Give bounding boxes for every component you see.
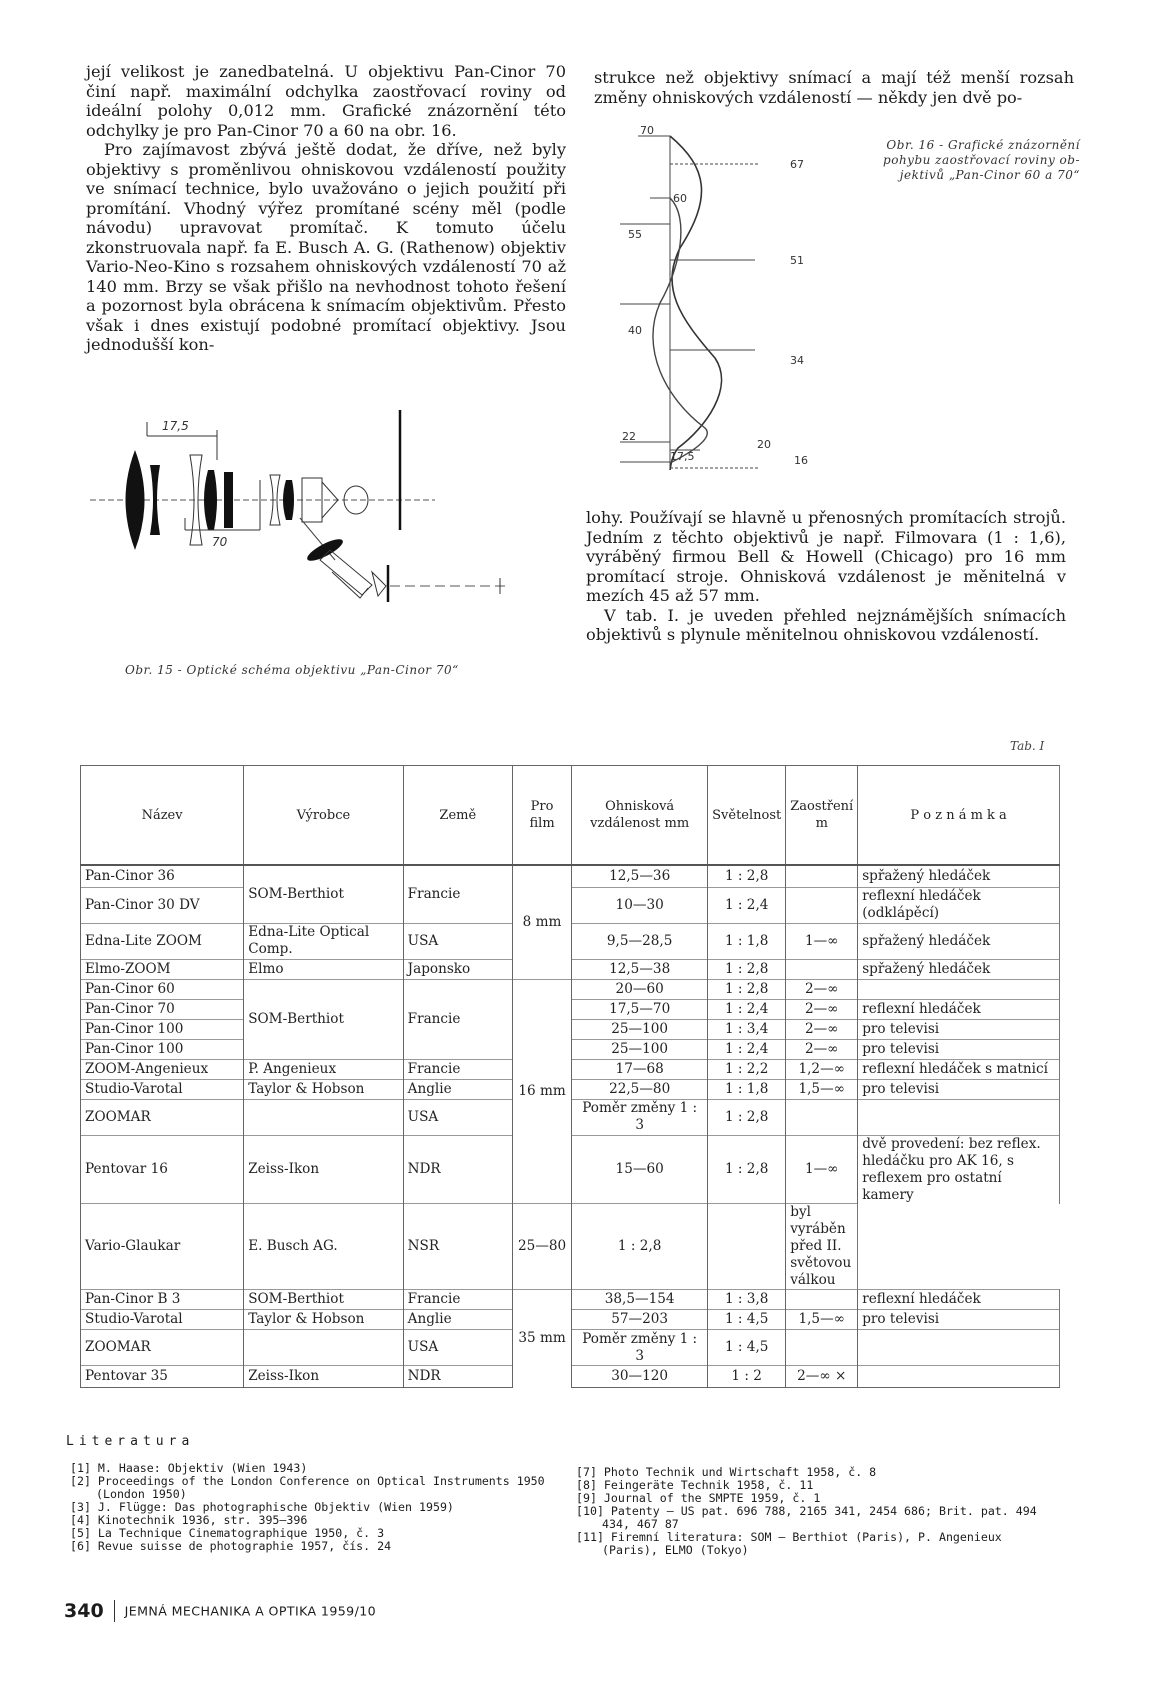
table-row [81, 865, 1060, 887]
cell-ohnisko: 25—100 [572, 1039, 708, 1059]
caption-line: Obr. 16 - Grafické znázornění [886, 138, 1080, 152]
table-zoom-lenses [80, 765, 1060, 1388]
cell-zeme: Japonsko [403, 959, 512, 979]
graph-label: 55 [628, 228, 642, 241]
col-header: Světelnost [708, 766, 786, 866]
cell-zaostreni: 2—∞ [786, 999, 858, 1019]
cell-svetelnost: 1 : 2,8 [708, 865, 786, 887]
cell-nazev: ZOOMAR [81, 1099, 244, 1135]
dim-label: 17,5 [162, 419, 189, 433]
cell-nazev: ZOOMAR [81, 1330, 244, 1366]
reference-item: [6] Revue suisse de photographie 1957, čís. 24 [70, 1539, 392, 1553]
figure-16-caption [820, 138, 1080, 183]
col-header: Země [403, 766, 512, 866]
cell-vyrobce: Taylor & Hobson [244, 1079, 403, 1099]
cell-poznamka: reflexní hledáček [858, 999, 1060, 1019]
cell-svetelnost: 1 : 2,8 [708, 1135, 786, 1204]
cell-svetelnost: 1 : 3,4 [708, 1019, 786, 1039]
cell-zaostreni [786, 887, 858, 923]
journal-title: JEMNÁ MECHANIKA A OPTIKA 1959/10 [124, 1603, 377, 1619]
cell-poznamka: pro televisi [858, 1079, 1060, 1099]
cell-vyrobce: SOM-Berthiot [244, 1290, 403, 1310]
reference-item: [3] J. Flügge: Das photographische Objektiv (Wien 1959) [70, 1500, 454, 1514]
cell-ohnisko: Poměr změny 1 : 3 [572, 1330, 708, 1366]
graph-label: 17,5 [670, 450, 695, 463]
cell-zaostreni: 1,5—∞ [786, 1079, 858, 1099]
cell-svetelnost: 1 : 4,5 [708, 1310, 786, 1330]
cell-zaostreni [708, 1204, 786, 1290]
cell-zaostreni: 2—∞ [786, 979, 858, 999]
reference-item: [4] Kinotechnik 1936, str. 395—396 [70, 1513, 308, 1527]
reference-item: [8] Feingeräte Technik 1958, č. 11 [576, 1478, 814, 1492]
cell-zeme: USA [403, 1099, 512, 1135]
cell-svetelnost: 1 : 2,8 [708, 979, 786, 999]
cell-zaostreni [786, 1290, 858, 1310]
references-left [70, 1462, 548, 1553]
page-number: 340 [64, 1600, 104, 1622]
table-header-row [81, 766, 1060, 866]
figure-16-graph [620, 124, 820, 473]
cell-vyrobce [244, 1099, 403, 1135]
cell-ohnisko: 15—60 [572, 1135, 708, 1204]
cell-vyrobce: Elmo [244, 959, 403, 979]
cell-svetelnost: 1 : 1,8 [708, 923, 786, 959]
cell-vyrobce: P. Angenieux [244, 1059, 403, 1079]
reference-item: [9] Journal of the SMPTE 1959, č. 1 [576, 1491, 821, 1505]
cell-poznamka: byl vyráběn před II. světovou válkou [786, 1204, 858, 1290]
cell-zeme: USA [403, 923, 512, 959]
cell-ohnisko: 20—60 [572, 979, 708, 999]
references-right [576, 1466, 1056, 1557]
cell-svetelnost: 1 : 2,8 [708, 1099, 786, 1135]
cell-zeme: Francie [403, 1290, 512, 1310]
footer-divider [114, 1600, 115, 1622]
cell-ohnisko: 30—120 [572, 1366, 708, 1388]
cell-nazev: Edna-Lite ZOOM [81, 923, 244, 959]
figure-15-caption: Obr. 15 - Optické schéma objektivu „Pan-Cinor 70“ [125, 663, 459, 677]
table-row [81, 1204, 1060, 1290]
col-header: Výrobce [244, 766, 403, 866]
cell-svetelnost: 1 : 4,5 [708, 1330, 786, 1366]
cell-ohnisko: 17—68 [572, 1059, 708, 1079]
column-left-text [86, 62, 566, 355]
reference-item: [1] M. Haase: Objektiv (Wien 1943) [70, 1461, 308, 1475]
paragraph: její velikost je zanedbatelná. U objektivu Pan-Cinor 70 činí např. maximální odchylka zaostřovací roviny od ideální polohy 0,012 mm. Grafické znázornění této odchylky je pro Pan-Cinor 70 a 60 na obr. 16. [86, 62, 566, 140]
cell-poznamka: pro televisi [858, 1019, 1060, 1039]
cell-nazev: Elmo-ZOOM [81, 959, 244, 979]
cell-zaostreni [786, 959, 858, 979]
cell-svetelnost: 1 : 2 [708, 1366, 786, 1388]
col-header: Název [81, 766, 244, 866]
cell-ohnisko: 25—100 [572, 1019, 708, 1039]
paragraph: strukce než objektivy snímací a mají též menší rozsah změny ohniskových vzdáleností — někdy jen dvě po- [594, 68, 1074, 107]
cell-ohnisko: 17,5—70 [572, 999, 708, 1019]
table-row [81, 979, 1060, 999]
cell-zaostreni [786, 865, 858, 887]
cell-poznamka [858, 1330, 1060, 1366]
cell-poznamka: reflexní hledáček s matnicí [858, 1059, 1060, 1079]
cell-ohnisko: 38,5—154 [572, 1290, 708, 1310]
cell-nazev: Studio-Varotal [81, 1079, 244, 1099]
cell-poznamka: pro televisi [858, 1310, 1060, 1330]
cell-poznamka: reflexní hledáček (odklápěcí) [858, 887, 1060, 923]
cell-ohnisko: 9,5—28,5 [572, 923, 708, 959]
paragraph: V tab. I. je uveden přehled nejznámějších snímacích objektivů s plynule měnitelnou ohniskovou vzdáleností. [586, 605, 1066, 644]
cell-vyrobce: Zeiss-Ikon [244, 1135, 403, 1204]
cell-zeme: USA [403, 1330, 512, 1366]
cell-zaostreni: 2—∞ [786, 1039, 858, 1059]
cell-zaostreni: 2—∞ [786, 1019, 858, 1039]
cell-ohnisko: 12,5—36 [572, 865, 708, 887]
caption-line: pohybu zaostřovací roviny ob- [883, 153, 1080, 167]
cell-poznamka [858, 1366, 1060, 1388]
cell-poznamka [858, 979, 1060, 999]
cell-nazev: Pan-Cinor 36 [81, 865, 244, 887]
cell-vyrobce: E. Busch AG. [244, 1204, 403, 1290]
graph-label: 70 [640, 124, 654, 137]
front-lens [126, 450, 145, 550]
cell-poznamka [858, 1099, 1060, 1135]
cell-vyrobce [244, 1330, 403, 1366]
cell-vyrobce: SOM-Berthiot [244, 865, 403, 923]
cell-zeme: Anglie [403, 1310, 512, 1330]
cell-poznamka: spřažený hledáček [858, 923, 1060, 959]
caption-line: jektivů „Pan-Cinor 60 a 70“ [899, 168, 1080, 182]
cell-zaostreni: 1,2—∞ [786, 1059, 858, 1079]
cell-poznamka: pro televisi [858, 1039, 1060, 1059]
col-header: Ohnisková vzdálenost mm [572, 766, 708, 866]
cell-zeme: NDR [403, 1135, 512, 1204]
graph-label: 20 [757, 438, 771, 451]
figure-15-optical-scheme [90, 410, 550, 660]
cell-vyrobce: Edna-Lite Optical Comp. [244, 923, 403, 959]
cell-zeme: Anglie [403, 1079, 512, 1099]
cell-nazev: ZOOM-Angenieux [81, 1059, 244, 1079]
column-right-text-top [594, 68, 1074, 107]
reference-item: [10] Patenty — US pat. 696 788, 2165 341, 2454 686; Brit. pat. 494 434, 467 87 [576, 1504, 1037, 1531]
cell-nazev: Pan-Cinor 60 [81, 979, 244, 999]
cell-nazev: Pentovar 16 [81, 1135, 244, 1204]
cell-ohnisko: 10—30 [572, 887, 708, 923]
curve-pan-cinor-60 [653, 198, 707, 463]
cell-poznamka: spřažený hledáček [858, 959, 1060, 979]
page-footer [64, 1600, 376, 1622]
reference-item: [7] Photo Technik und Wirtschaft 1958, č. 8 [576, 1465, 877, 1479]
col-header: Zaostření m [786, 766, 858, 866]
references-title: Literatura [66, 1434, 195, 1449]
table-label: Tab. I [1010, 739, 1045, 753]
cell-vyrobce: Zeiss-Ikon [244, 1366, 403, 1388]
cell-zaostreni: 2—∞ × [786, 1366, 858, 1388]
cell-film: 35 mm [512, 1290, 571, 1388]
cell-zeme: Francie [403, 865, 512, 923]
dim-label: 70 [212, 535, 228, 549]
cell-svetelnost: 1 : 2,4 [708, 999, 786, 1019]
graph-label: 40 [628, 324, 642, 337]
paragraph: lohy. Používají se hlavně u přenosných promítacích strojů. Jedním z těchto objektivů je např. Filmovara (1 : 1,6), vyráběný firmou Bell & Howell (Chicago) pro 16 mm promítací stroje. Ohnisková vzdálenost je měnitelná v mezích 45 až 57 mm. [586, 508, 1066, 605]
graph-label: 22 [622, 430, 636, 443]
reference-item: [5] La Technique Cinematographique 1950, č. 3 [70, 1526, 385, 1540]
cell-zeme: NDR [403, 1366, 512, 1388]
column-right-text-bottom [586, 508, 1066, 645]
cell-vyrobce: Taylor & Hobson [244, 1310, 403, 1330]
cell-ohnisko: 12,5—38 [572, 959, 708, 979]
cell-nazev: Pan-Cinor 30 DV [81, 887, 244, 923]
cell-vyrobce: SOM-Berthiot [244, 979, 403, 1059]
cell-ohnisko: 22,5—80 [572, 1079, 708, 1099]
cell-zeme: NSR [403, 1204, 512, 1290]
graph-label: 34 [790, 354, 804, 367]
cell-zaostreni [786, 1099, 858, 1135]
cell-zaostreni: 1—∞ [786, 923, 858, 959]
graph-label: 60 [673, 192, 687, 205]
reference-item: [2] Proceedings of the London Conference on Optical Instruments 1950 (London 1950) [70, 1474, 545, 1501]
cell-svetelnost: 1 : 2,4 [708, 887, 786, 923]
paragraph: Pro zajímavost zbývá ještě dodat, že dříve, než byly objektivy s proměnlivou ohniskovou vzdáleností použity ve snímací technice, bylo uvažováno o jejich použití při promítání. Vhodný výřez promítané scény měl (podle návodu) upravovat promítač. K tomuto účelu zkonstruovala např. fa E. Busch A. G. (Rathenow) objektiv Vario-Neo-Kino s rozsahem ohniskových vzdáleností 70 až 140 mm. Brzy se však přišlo na nevhodnost tohoto řešení a pozornost byla obrácena k snímacím objektivům. Přesto však i dnes existují podobné promítací objektivy. Jsou jednodušší kon- [86, 140, 566, 354]
graph-label: 51 [790, 254, 804, 267]
table-row [81, 1290, 1060, 1310]
cell-zeme: Francie [403, 979, 512, 1059]
cell-svetelnost: 1 : 2,2 [708, 1059, 786, 1079]
cell-svetelnost: 1 : 2,8 [708, 959, 786, 979]
cell-svetelnost: 1 : 2,8 [572, 1204, 708, 1290]
cell-nazev: Pan-Cinor 70 [81, 999, 244, 1019]
cell-ohnisko: 25—80 [512, 1204, 571, 1290]
col-header: Pro film [512, 766, 571, 866]
cell-ohnisko: 57—203 [572, 1310, 708, 1330]
cell-zaostreni: 1—∞ [786, 1135, 858, 1204]
cell-nazev: Pan-Cinor 100 [81, 1019, 244, 1039]
reference-item: [11] Firemní literatura: SOM — Berthiot (Paris), P. Angenieux (Paris), ELMO (Tokyo) [576, 1530, 1002, 1557]
cell-zaostreni [786, 1330, 858, 1366]
cell-zaostreni: 1,5—∞ [786, 1310, 858, 1330]
cell-ohnisko: Poměr změny 1 : 3 [572, 1099, 708, 1135]
graph-label: 67 [790, 158, 804, 171]
cell-svetelnost: 1 : 1,8 [708, 1079, 786, 1099]
cell-poznamka: reflexní hledáček [858, 1290, 1060, 1310]
col-header: P o z n á m k a [858, 766, 1060, 866]
graph-label: 16 [794, 454, 808, 467]
cell-nazev: Studio-Varotal [81, 1310, 244, 1330]
cell-nazev: Pan-Cinor B 3 [81, 1290, 244, 1310]
cell-nazev: Vario-Glaukar [81, 1204, 244, 1290]
cell-film: 8 mm [512, 865, 571, 979]
cell-poznamka: dvě provedení: bez reflex. hledáčku pro AK 16, s reflexem pro ostatní kamery [858, 1135, 1060, 1204]
cell-poznamka: spřažený hledáček [858, 865, 1060, 887]
cell-zeme: Francie [403, 1059, 512, 1079]
cell-svetelnost: 1 : 2,4 [708, 1039, 786, 1059]
cell-film: 16 mm [512, 979, 571, 1204]
cell-svetelnost: 1 : 3,8 [708, 1290, 786, 1310]
cell-nazev: Pentovar 35 [81, 1366, 244, 1388]
cell-nazev: Pan-Cinor 100 [81, 1039, 244, 1059]
